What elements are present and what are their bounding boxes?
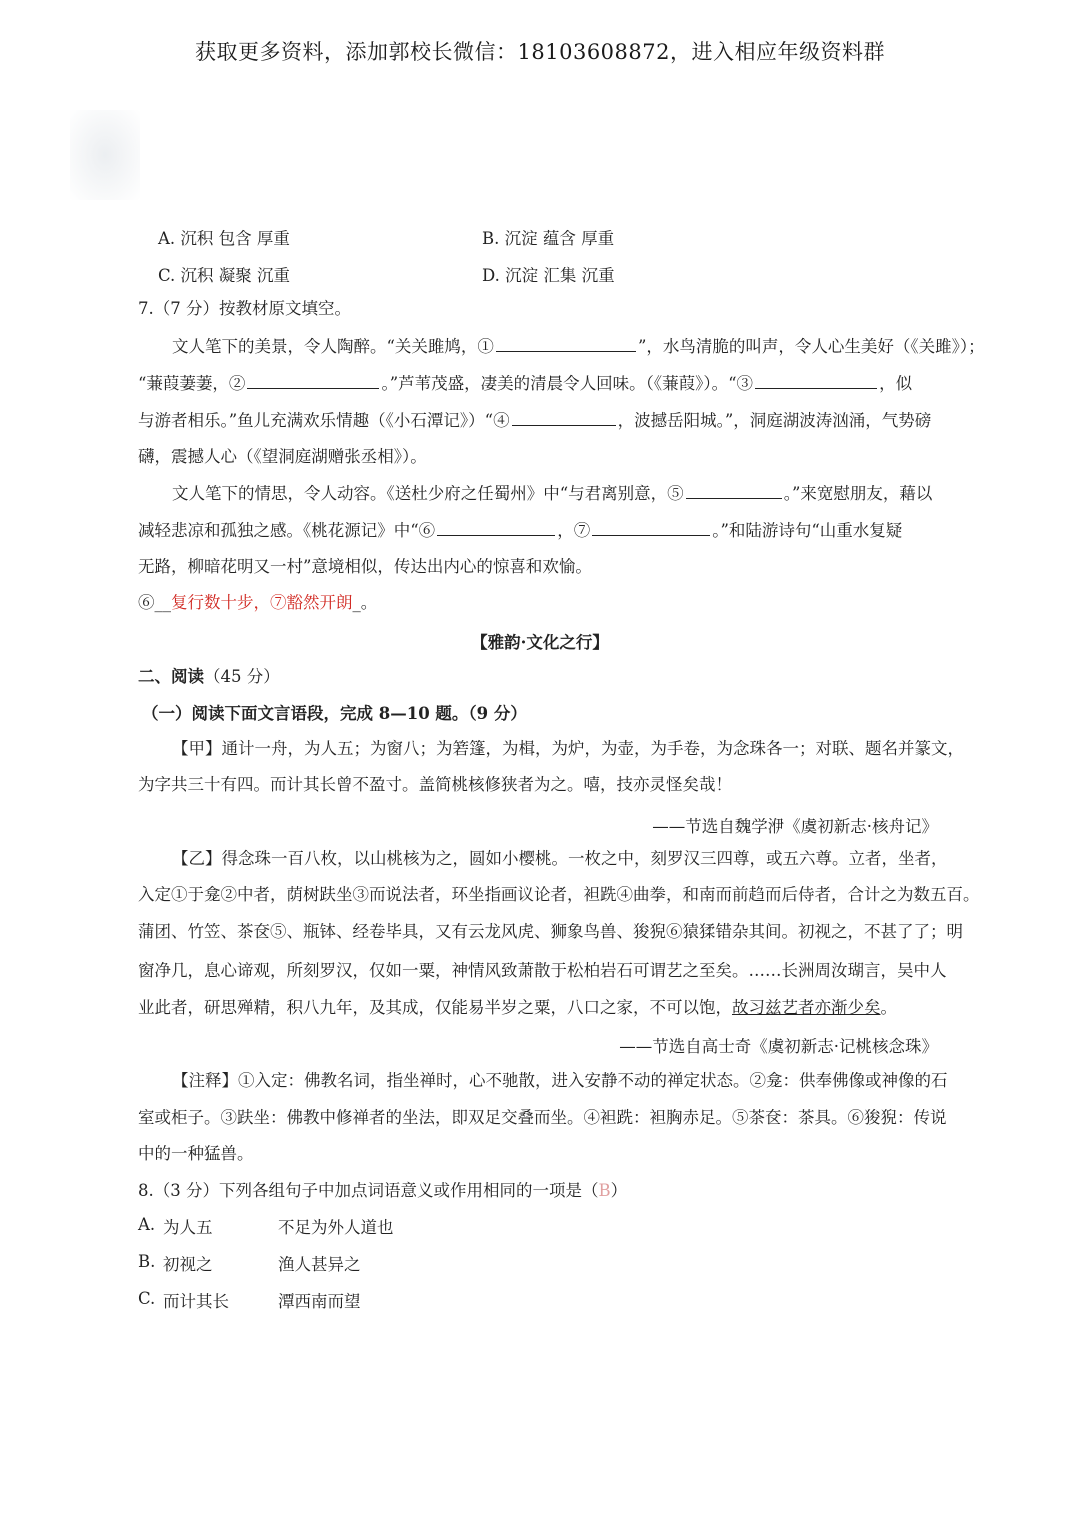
text: 。”来宽慰朋友，藉以 — [783, 484, 933, 503]
q6-option-d: D. 沉淀 汇集 沉重 — [482, 266, 615, 285]
text: ，⑦ — [557, 521, 591, 540]
notes-line2: 室或柜子。③趺坐：佛教中修禅者的坐法，即双足交叠而坐。④袒跣：袒胸赤足。⑤茶奁：茶具。⑥狻猊：传说 — [138, 1108, 947, 1127]
text: 。”和陆游诗句“山重水复疑 — [712, 521, 903, 540]
text: _。 — [352, 593, 378, 612]
notes-line3: 中的一种猛兽。 — [138, 1144, 254, 1163]
text: 与游者相乐。”鱼儿充满欢乐情趣（《小石潭记》）“④ — [138, 411, 510, 430]
jia-line1: 【甲】通计一舟，为人五；为窗八；为箬篷，为楫，为炉，为壶，为手卷，为念珠各一；对联、题名并篆文， — [172, 739, 964, 758]
q8-option-a — [138, 1214, 155, 1236]
yi-line2: 入定①于龛②中者，荫树趺坐③而说法者，环坐指画议论者，袒跣④曲拳，和南而前趋而后侍者，合计之为数五百。 — [138, 885, 980, 904]
page-header: 获取更多资料，添加郭校长微信：18103608872，进入相应年级资料群 — [195, 40, 885, 64]
yi-line1: 【乙】得念珠一百八枚，以山桃核为之，圆如小樱桃。一枚之中，刻罗汉三四尊，或五六尊。立者，坐者， — [172, 849, 948, 868]
q6-option-b: B. 沉淀 蕴含 厚重 — [482, 229, 615, 248]
section-title: 【雅韵·文化之行】 — [471, 633, 609, 652]
blank-3 — [755, 372, 877, 389]
text: 。 — [880, 998, 897, 1017]
text: ”，水鸟清脆的叫声，令人心生美好（《关雎》）； — [637, 337, 985, 356]
text: 二、阅读 — [138, 667, 204, 686]
jia-line2: 为字共三十有四。而计其长曾不盈寸。盖简桃核修狭者为之。嘻，技亦灵怪矣哉！ — [138, 775, 732, 794]
scan-smudge — [70, 110, 140, 200]
jia-source: ——节选自魏学洢《虞初新志·核舟记》 — [652, 817, 938, 836]
q7-p2-line2 — [138, 519, 902, 542]
q7-p2-line3: 无路，柳暗花明又一村”意境相似，传达出内心的惊喜和欢愉。 — [138, 557, 592, 576]
q8-option-b — [138, 1251, 155, 1273]
q7-p1-line3 — [138, 409, 931, 432]
text: ，⑦ — [253, 593, 287, 612]
blank-1 — [496, 335, 636, 352]
q8-title — [138, 1180, 627, 1202]
q8-c-left: 而计其长 — [163, 1292, 229, 1311]
reading-heading — [138, 666, 280, 688]
yi-line4: 窗净几，息心谛观，所刻罗汉，仅如一粟，神情风致萧散于松柏岩石可谓艺之至矣。……长洲周汝瑚言，吴中人 — [138, 961, 947, 980]
text: 。”芦苇茂盛，凄美的清晨令人回味。（《蒹葭》）。“③ — [381, 374, 754, 393]
q7-p2-line1 — [172, 482, 932, 505]
q8-b-right: 渔人甚异之 — [278, 1255, 361, 1274]
yi-source: ——节选自高士奇《虞初新志·记桃核念珠》 — [619, 1037, 938, 1056]
notes-line1: 【注释】①入定：佛教名词，指坐禅时，心不驰散，进入安静不动的禅定状态。②龛：供奉佛像或神像的石 — [172, 1071, 948, 1090]
text: 业此者，研思殚精，积八九年，及其成，仅能易半岁之粟，八口之家，不可以饱， — [138, 998, 732, 1017]
text: 文人笔下的情思，令人动容。《送杜少府之任蜀州》中“与君离别意，⑤ — [172, 484, 684, 503]
part1-title: （一）阅读下面文言语段，完成 8—10 题。（9 分） — [142, 704, 527, 723]
text: B. — [138, 1252, 156, 1271]
q8-answer: B — [598, 1181, 611, 1200]
q8-a-left: 为人五 — [163, 1218, 213, 1237]
q7-p1-line1 — [172, 335, 985, 358]
text: 文人笔下的美景，令人陶醉。“关关雎鸠，① — [172, 337, 494, 356]
text: ⑥__ — [138, 593, 171, 612]
q6-option-c: C. 沉积 凝聚 沉重 — [158, 266, 291, 285]
blank-7 — [592, 519, 710, 536]
blank-2 — [247, 372, 379, 389]
blank-6 — [437, 519, 555, 536]
q7-title: 7.（7 分）按教材原文填空。 — [138, 299, 351, 318]
text: ，似 — [879, 374, 913, 393]
q8-b-left: 初视之 — [163, 1255, 213, 1274]
text: 减轻悲凉和孤独之感。《桃花源记》中“⑥ — [138, 521, 436, 540]
q7-p1-line2 — [138, 372, 912, 395]
text: ，波撼岳阳城。”，洞庭湖波涛汹涌，气势磅 — [617, 411, 932, 430]
text: （45 分） — [204, 667, 280, 686]
answer-7: 豁然开朗 — [286, 593, 353, 612]
q7-p1-line4: 礴，震撼人心（《望洞庭湖赠张丞相》）。 — [138, 447, 427, 466]
q7-answer — [138, 592, 377, 614]
q8-option-c — [138, 1288, 155, 1310]
blank-5 — [686, 482, 782, 499]
underlined-sentence: 故习兹艺者亦渐少矣 — [732, 998, 881, 1017]
blank-4 — [512, 409, 616, 426]
answer-6: 复行数十步 — [171, 593, 254, 612]
text: A. — [138, 1215, 156, 1234]
q6-option-a: A. 沉积 包含 厚重 — [158, 229, 290, 248]
q8-a-right: 不足为外人道也 — [278, 1218, 394, 1237]
yi-line5 — [138, 997, 897, 1019]
yi-line3: 蒲团、竹笠、茶奁⑤、瓶钵、经卷毕具，又有云龙风虎、狮象鸟兽、狻猊⑥猿猱错杂其间。初视之，不甚了了；明 — [138, 922, 963, 941]
text: 8.（3 分）下列各组句子中加点词语意义或作用相同的一项是（ — [138, 1181, 599, 1200]
text: “蒹葭萋萋，② — [138, 374, 246, 393]
q8-c-right: 潭西南而望 — [278, 1292, 361, 1311]
text: ） — [610, 1181, 628, 1200]
text: C. — [138, 1289, 156, 1308]
